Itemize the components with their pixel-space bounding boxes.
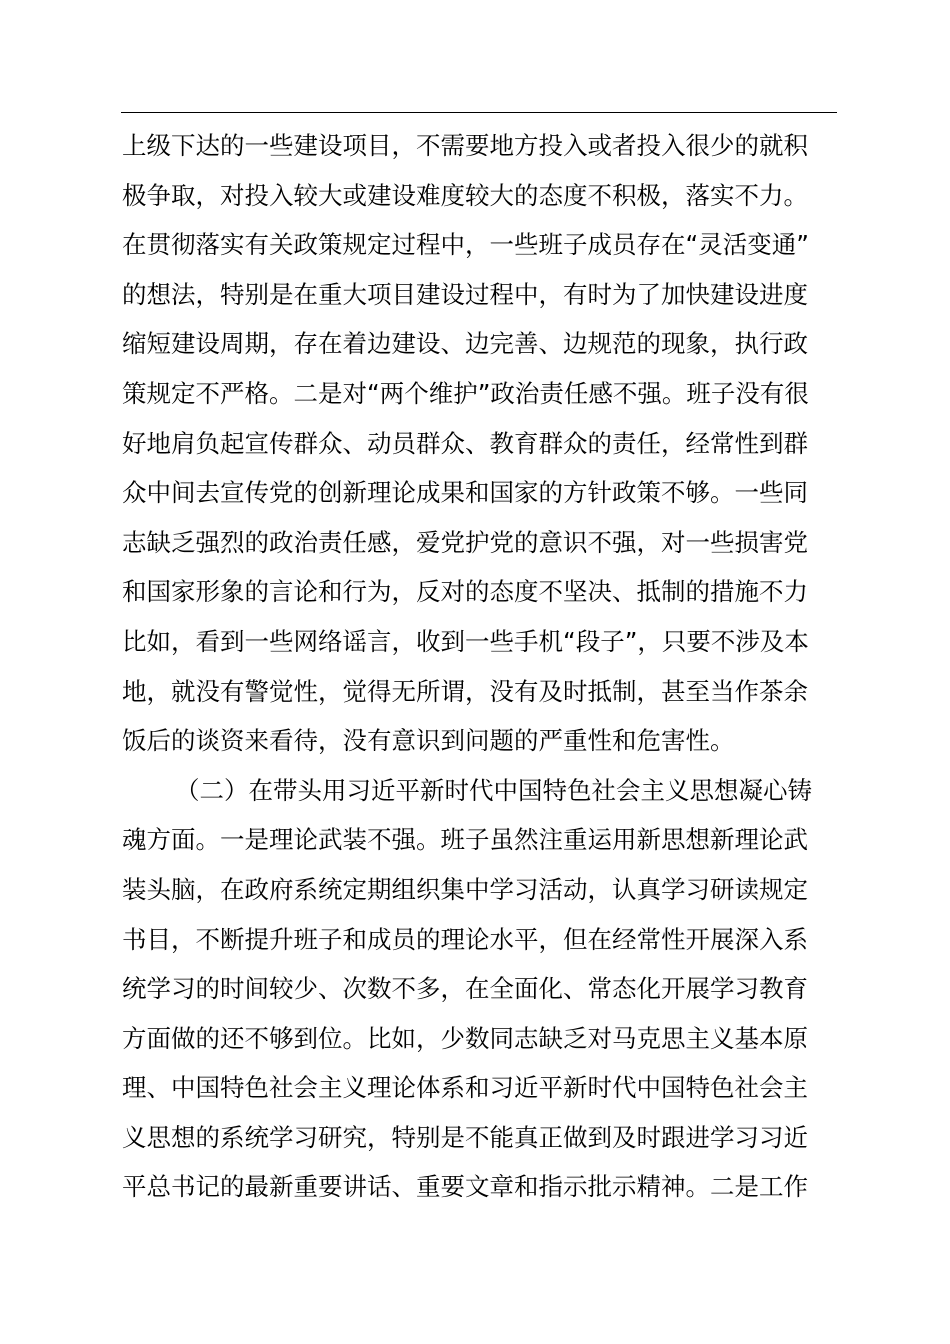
text-line: 和国家形象的言论和行为，反对的态度不坚决、抵制的措施不力 [122, 577, 808, 607]
text-line: 饭后的谈资来看待，没有意识到问题的严重性和危害性。 [122, 726, 735, 756]
text-line: 众中间去宣传党的创新理论成果和国家的方针政策不够。一些同 [122, 478, 808, 508]
header-rule [121, 112, 837, 113]
text-line: 比如，看到一些网络谣言，收到一些手机“段子”，只要不涉及本 [122, 626, 809, 656]
text-line: 地，就没有警觉性，觉得无所谓，没有及时抵制，甚至当作茶余 [122, 676, 808, 706]
text-line: 理、中国特色社会主义理论体系和习近平新时代中国特色社会主 [122, 1073, 808, 1103]
text-line: 平总书记的最新重要讲话、重要文章和指示批示精神。二是工作 [122, 1172, 808, 1202]
text-line: 装头脑，在政府系统定期组织集中学习活动，认真学习研读规定 [122, 874, 808, 904]
text-line: 志缺乏强烈的政治责任感，爱党护党的意识不强，对一些损害党 [122, 527, 808, 557]
text-line: 极争取，对投入较大或建设难度较大的态度不积极，落实不力。 [122, 180, 808, 210]
text-line: 上级下达的一些建设项目，不需要地方投入或者投入很少的就积 [122, 131, 808, 160]
body-text [122, 121, 842, 1212]
text-line: 方面做的还不够到位。比如，少数同志缺乏对马克思主义基本原 [122, 1023, 808, 1053]
text-line: 统学习的时间较少、次数不多，在全面化、常态化开展学习教育 [122, 974, 808, 1004]
text-line: 策规定不严格。二是对“两个维护”政治责任感不强。班子没有很 [122, 378, 809, 408]
text-line: 好地肩负起宣传群众、动员群众、教育群众的责任，经常性到群 [122, 428, 808, 458]
text-line: 缩短建设周期，存在着边建设、边完善、边规范的现象，执行政 [122, 329, 808, 359]
text-line: 书目，不断提升班子和成员的理论水平，但在经常性开展深入系 [122, 924, 808, 954]
text-line: 义思想的系统学习研究，特别是不能真正做到及时跟进学习习近 [122, 1122, 808, 1152]
text-line: 魂方面。一是理论武装不强。班子虽然注重运用新思想新理论武 [122, 825, 808, 855]
text-line: 在贯彻落实有关政策规定过程中，一些班子成员存在“灵活变通” [122, 230, 809, 260]
text-line: 的想法，特别是在重大项目建设过程中，有时为了加快建设进度 [122, 279, 808, 309]
section-heading-line: （二）在带头用习近平新时代中国特色社会主义思想凝心铸 [175, 775, 812, 805]
